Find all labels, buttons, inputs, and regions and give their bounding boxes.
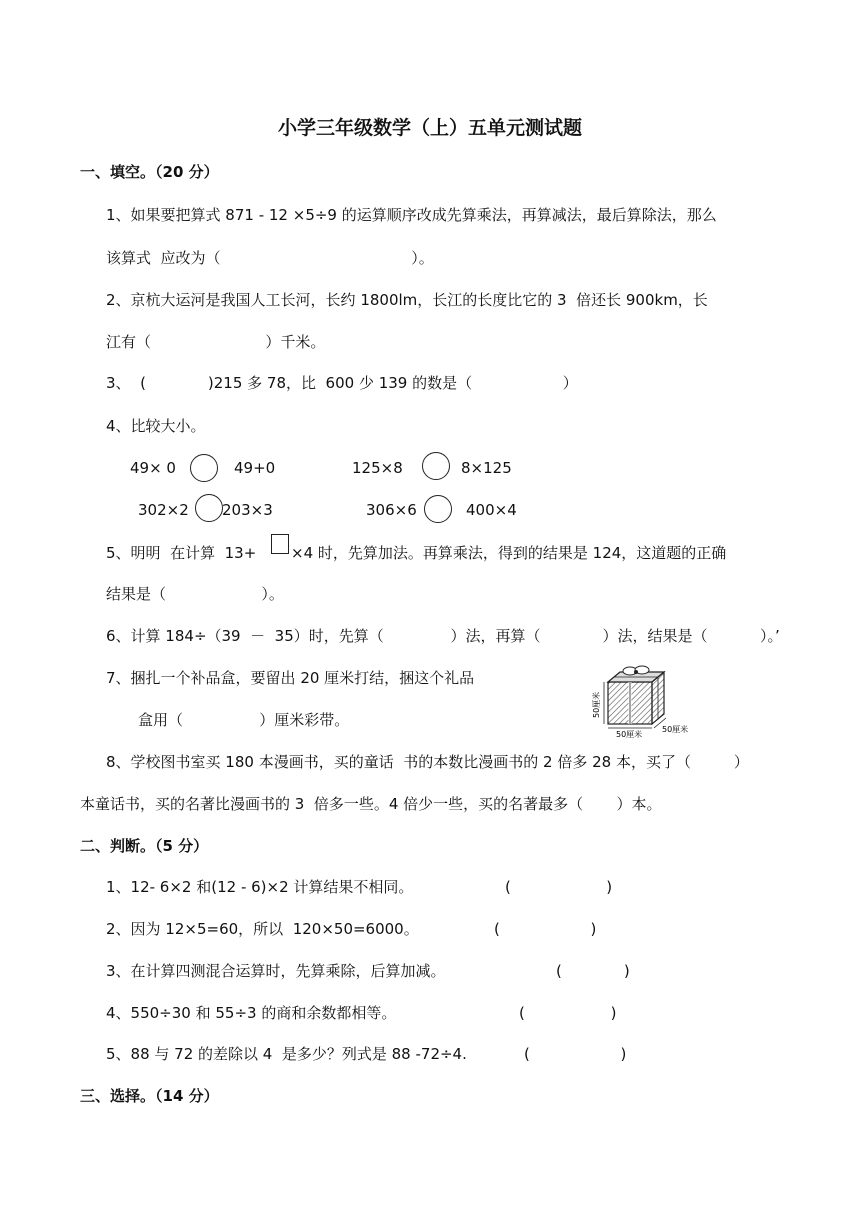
compare-c-left: 302×2 xyxy=(138,501,189,519)
compare-circle[interactable] xyxy=(195,494,223,522)
q7-line2: 盒用（ ）厘米彩带。 xyxy=(138,711,350,729)
judge-5: 5、88 与 72 的差除以 4 是多少？列式是 88 -72÷4. xyxy=(106,1045,467,1063)
judge-3-answer[interactable]: ( ) xyxy=(556,962,630,980)
compare-circle[interactable] xyxy=(422,452,450,480)
q1-line1: 1、如果要把算式 871 - 12 ×5÷9 的运算顺序改成先算乘法，再算减法，最后算除法，那么 xyxy=(106,206,717,224)
gift-right-label: 50厘米 xyxy=(662,725,689,734)
q6: 6、计算 184÷（39 － 35）时，先算（ ）法，再算（ ）法，结果是（ ）。’ xyxy=(106,627,780,645)
judge-3: 3、在计算四测混合运算时，先算乘除，后算加减。 xyxy=(106,962,446,980)
compare-d-left: 306×6 xyxy=(366,501,417,519)
compare-b-right: 8×125 xyxy=(461,459,512,477)
judge-2: 2、因为 12×5=60，所以 120×50=6000。 xyxy=(106,920,419,938)
judge-4: 4、550÷30 和 55÷3 的商和余数都相等。 xyxy=(106,1004,397,1022)
gift-bottom-label: 50厘米 xyxy=(616,730,643,739)
q3: 3、 ( )215 多 78，比 600 少 139 的数是（ ） xyxy=(106,374,578,392)
q8-line1: 8、学校图书室买 180 本漫画书，买的童话 书的本数比漫画书的 2 倍多 28 本，买了（ ） xyxy=(106,753,749,771)
q5-line2: 结果是（ ）。 xyxy=(106,585,284,603)
page-title: 小学三年级数学（上）五单元测试题 xyxy=(277,117,582,139)
judge-1: 1、12- 6×2 和(12 - 6)×2 计算结果不相同。 xyxy=(106,878,414,896)
q4: 4、比较大小。 xyxy=(106,417,206,435)
section-heading-choice: 三、选择。（14 分） xyxy=(80,1087,219,1105)
q7-line1: 7、捆扎一个补品盒，要留出 20 厘米打结，捆这个礼品 xyxy=(106,669,475,687)
q8-line2: 本童话书，买的名著比漫画书的 3 倍多一些。4 倍少一些，买的名著最多（ ）本。 xyxy=(80,795,662,813)
judge-5-answer[interactable]: ( ) xyxy=(524,1045,627,1063)
compare-circle[interactable] xyxy=(424,495,452,523)
judge-1-answer[interactable]: ( ) xyxy=(505,878,613,896)
q2-line1: 2、京杭大运河是我国人工长河，长约 1800lm，长江的长度比它的 3 倍还长 900km，长 xyxy=(106,291,708,309)
judge-4-answer[interactable]: ( ) xyxy=(519,1004,617,1022)
q2-line2: 江有（ ）千米。 xyxy=(106,333,326,351)
compare-b-left: 125×8 xyxy=(352,459,403,477)
gift-box-illustration xyxy=(590,662,689,739)
section-heading-fill: 一、填空。（20 分） xyxy=(80,163,219,181)
section-heading-judge: 二、判断。（5 分） xyxy=(80,837,209,855)
compare-a-left: 49× 0 xyxy=(130,459,176,477)
compare-a-right: 49+0 xyxy=(234,459,276,477)
q1-line2: 该算式 应改为（ ）。 xyxy=(106,249,434,267)
q5-part1: 5、明明 在计算 13+ xyxy=(106,544,257,562)
compare-circle[interactable] xyxy=(190,454,218,482)
blank-box[interactable] xyxy=(271,534,289,554)
compare-c-right: 203×3 xyxy=(222,501,273,519)
judge-2-answer[interactable]: ( ) xyxy=(494,920,597,938)
q5-part2: ×4 时，先算加法。再算乘法，得到的结果是 124，这道题的正确 xyxy=(291,544,727,562)
compare-d-right: 400×4 xyxy=(466,501,517,519)
gift-side-label: 50厘米 xyxy=(592,691,601,718)
